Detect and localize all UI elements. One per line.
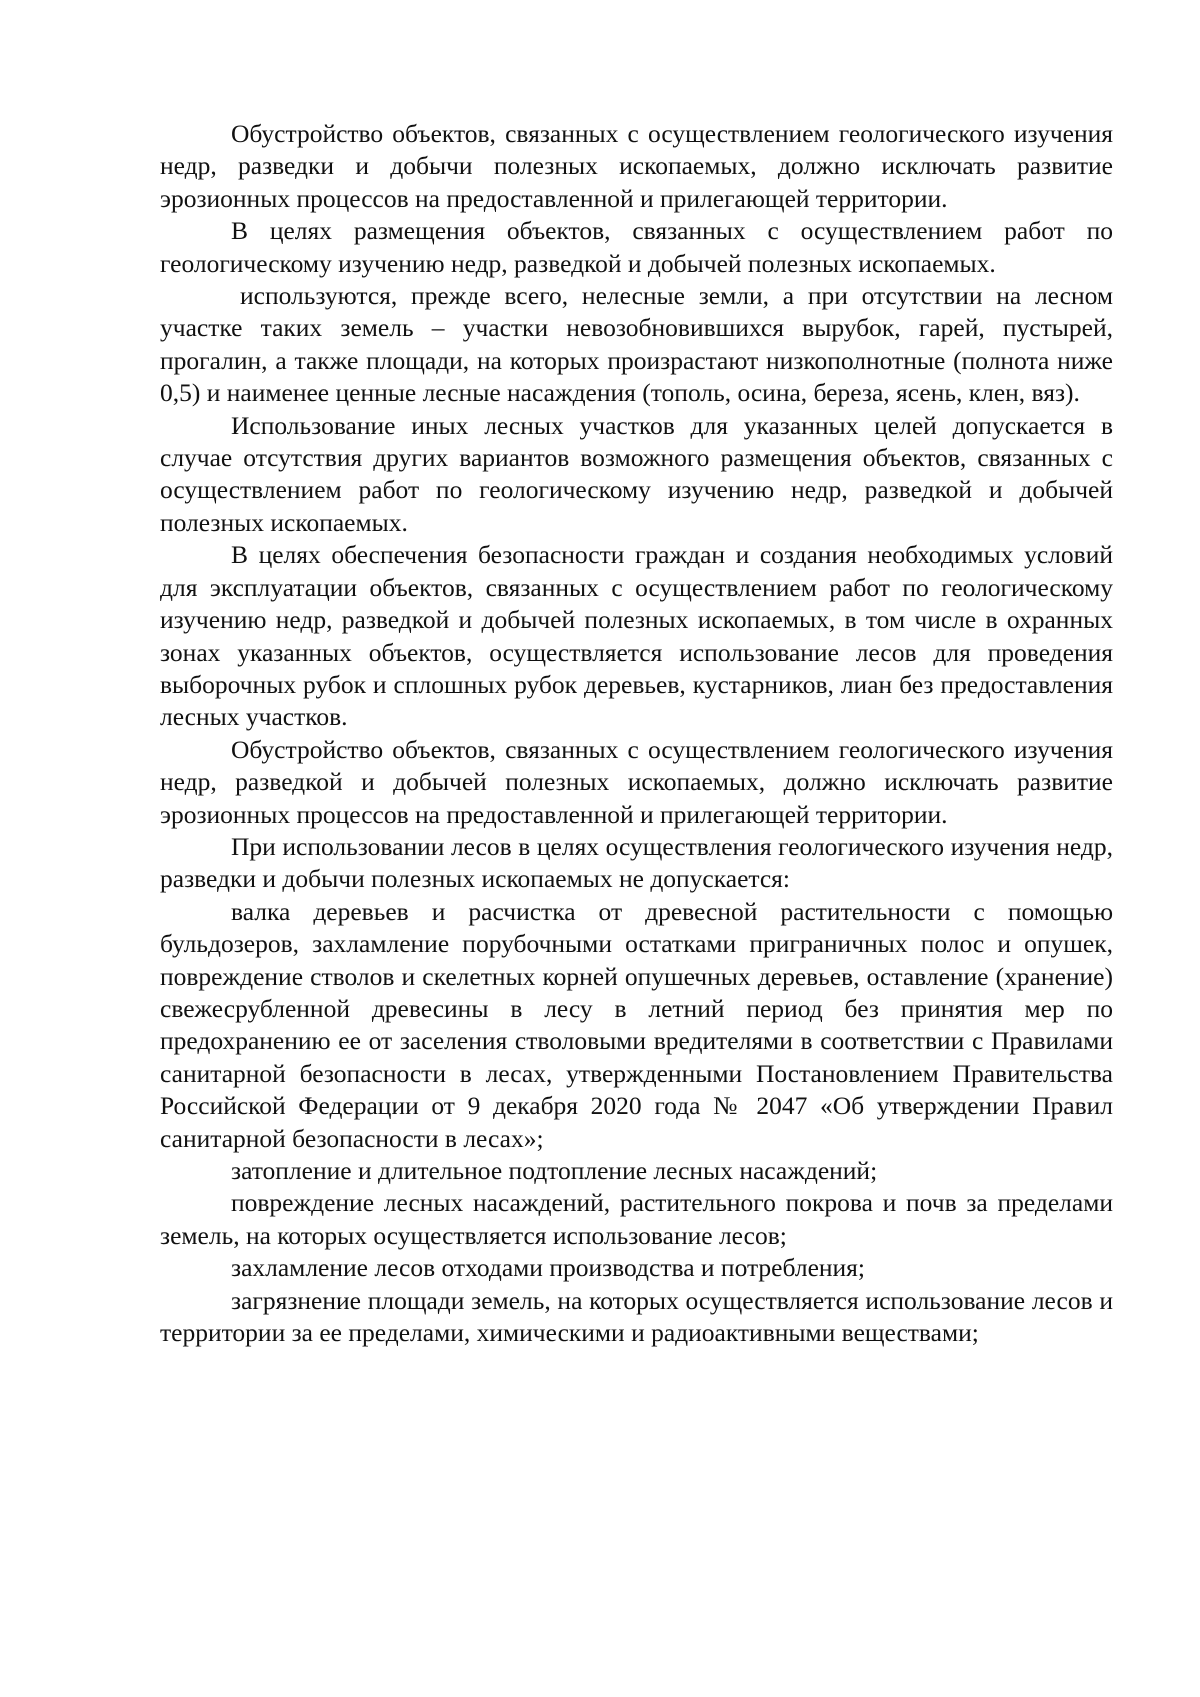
paragraph-6: Обустройство объектов, связанных с осуществлением геологического изучения недр, разведкой и добычей полезных ископаемых, должно исключать развитие эрозионных процессов на предоставленной и прилегающей территории. — [160, 734, 1113, 829]
paragraph-10: повреждение лесных насаждений, растительного покрова и почв за пределами земель, на которых осуществляется использование лесов; — [160, 1188, 1113, 1250]
paragraph-2: В целях размещения объектов, связанных с осуществлением работ по геологическому изучению недр, разведкой и добычей полезных ископаемых. — [160, 216, 1113, 278]
paragraph-5: В целях обеспечения безопасности граждан и создания необходимых условий для эксплуатации объектов, связанных с осуществлением работ по геологическому изучению недр, разведкой и добычей полезных ископаемых, в том числе в охранных зонах указанных объектов, осуществляется использование лесов для проведения выборочных рубок и сплошных рубок деревьев, кустарников, лиан без предоставления лесных участков. — [160, 540, 1113, 732]
paragraph-4: Использование иных лесных участков для указанных целей допускается в случае отсутствия других вариантов возможного размещения объектов, связанных с осуществлением работ по геологическому изучению недр, разведкой и добычей полезных ископаемых. — [160, 410, 1113, 537]
paragraph-8: валка деревьев и расчистка от древесной растительности с помощью бульдозеров, захламление порубочными остатками приграничных полос и опушек, повреждение стволов и скелетных корней опушечных деревьев, оставление (хранение) свежесрубленной древесины в лесу в летний период без принятия мер по предохранению ее от заселения стволовыми вредителями в соответствии с Правилами санитарной безопасности в лесах, утвержденными Постановлением Правительства Российской Федерации от 9 декабря 2020 года № 2047 «Об утверждении Правил санитарной безопасности в лесах»; — [160, 896, 1113, 1153]
paragraph-9: затопление и длительное подтопление лесных насаждений; — [231, 1156, 878, 1185]
paragraph-1: Обустройство объектов, связанных с осуществлением геологического изучения недр, разведки и добычи полезных ископаемых, должно исключать развитие эрозионных процессов на предоставленной и прилегающей территории. — [160, 119, 1113, 213]
paragraph-11: захламление лесов отходами производства и потребления; — [231, 1253, 865, 1283]
paragraph-7: При использовании лесов в целях осуществления геологического изучения недр, разведки и добычи полезных ископаемых не допускается: — [160, 831, 1113, 894]
paragraph-12: загрязнение площади земель, на которых осуществляется использование лесов и территории за ее пределами, химическими и радиоактивными веществами; — [160, 1285, 1113, 1348]
document-page — [160, 118, 1113, 1349]
paragraph-3: используются, прежде всего, нелесные земли, а при отсутствии на лесном участке таких земель – участки невозобновившихся вырубок, гарей, пустырей, прогалин, а также площади, на которых произрастают низкополнотные (полнота ниже 0,5) и наименее ценные лесные насаждения (тополь, осина, береза, ясень, клен, вяз). — [160, 281, 1113, 408]
